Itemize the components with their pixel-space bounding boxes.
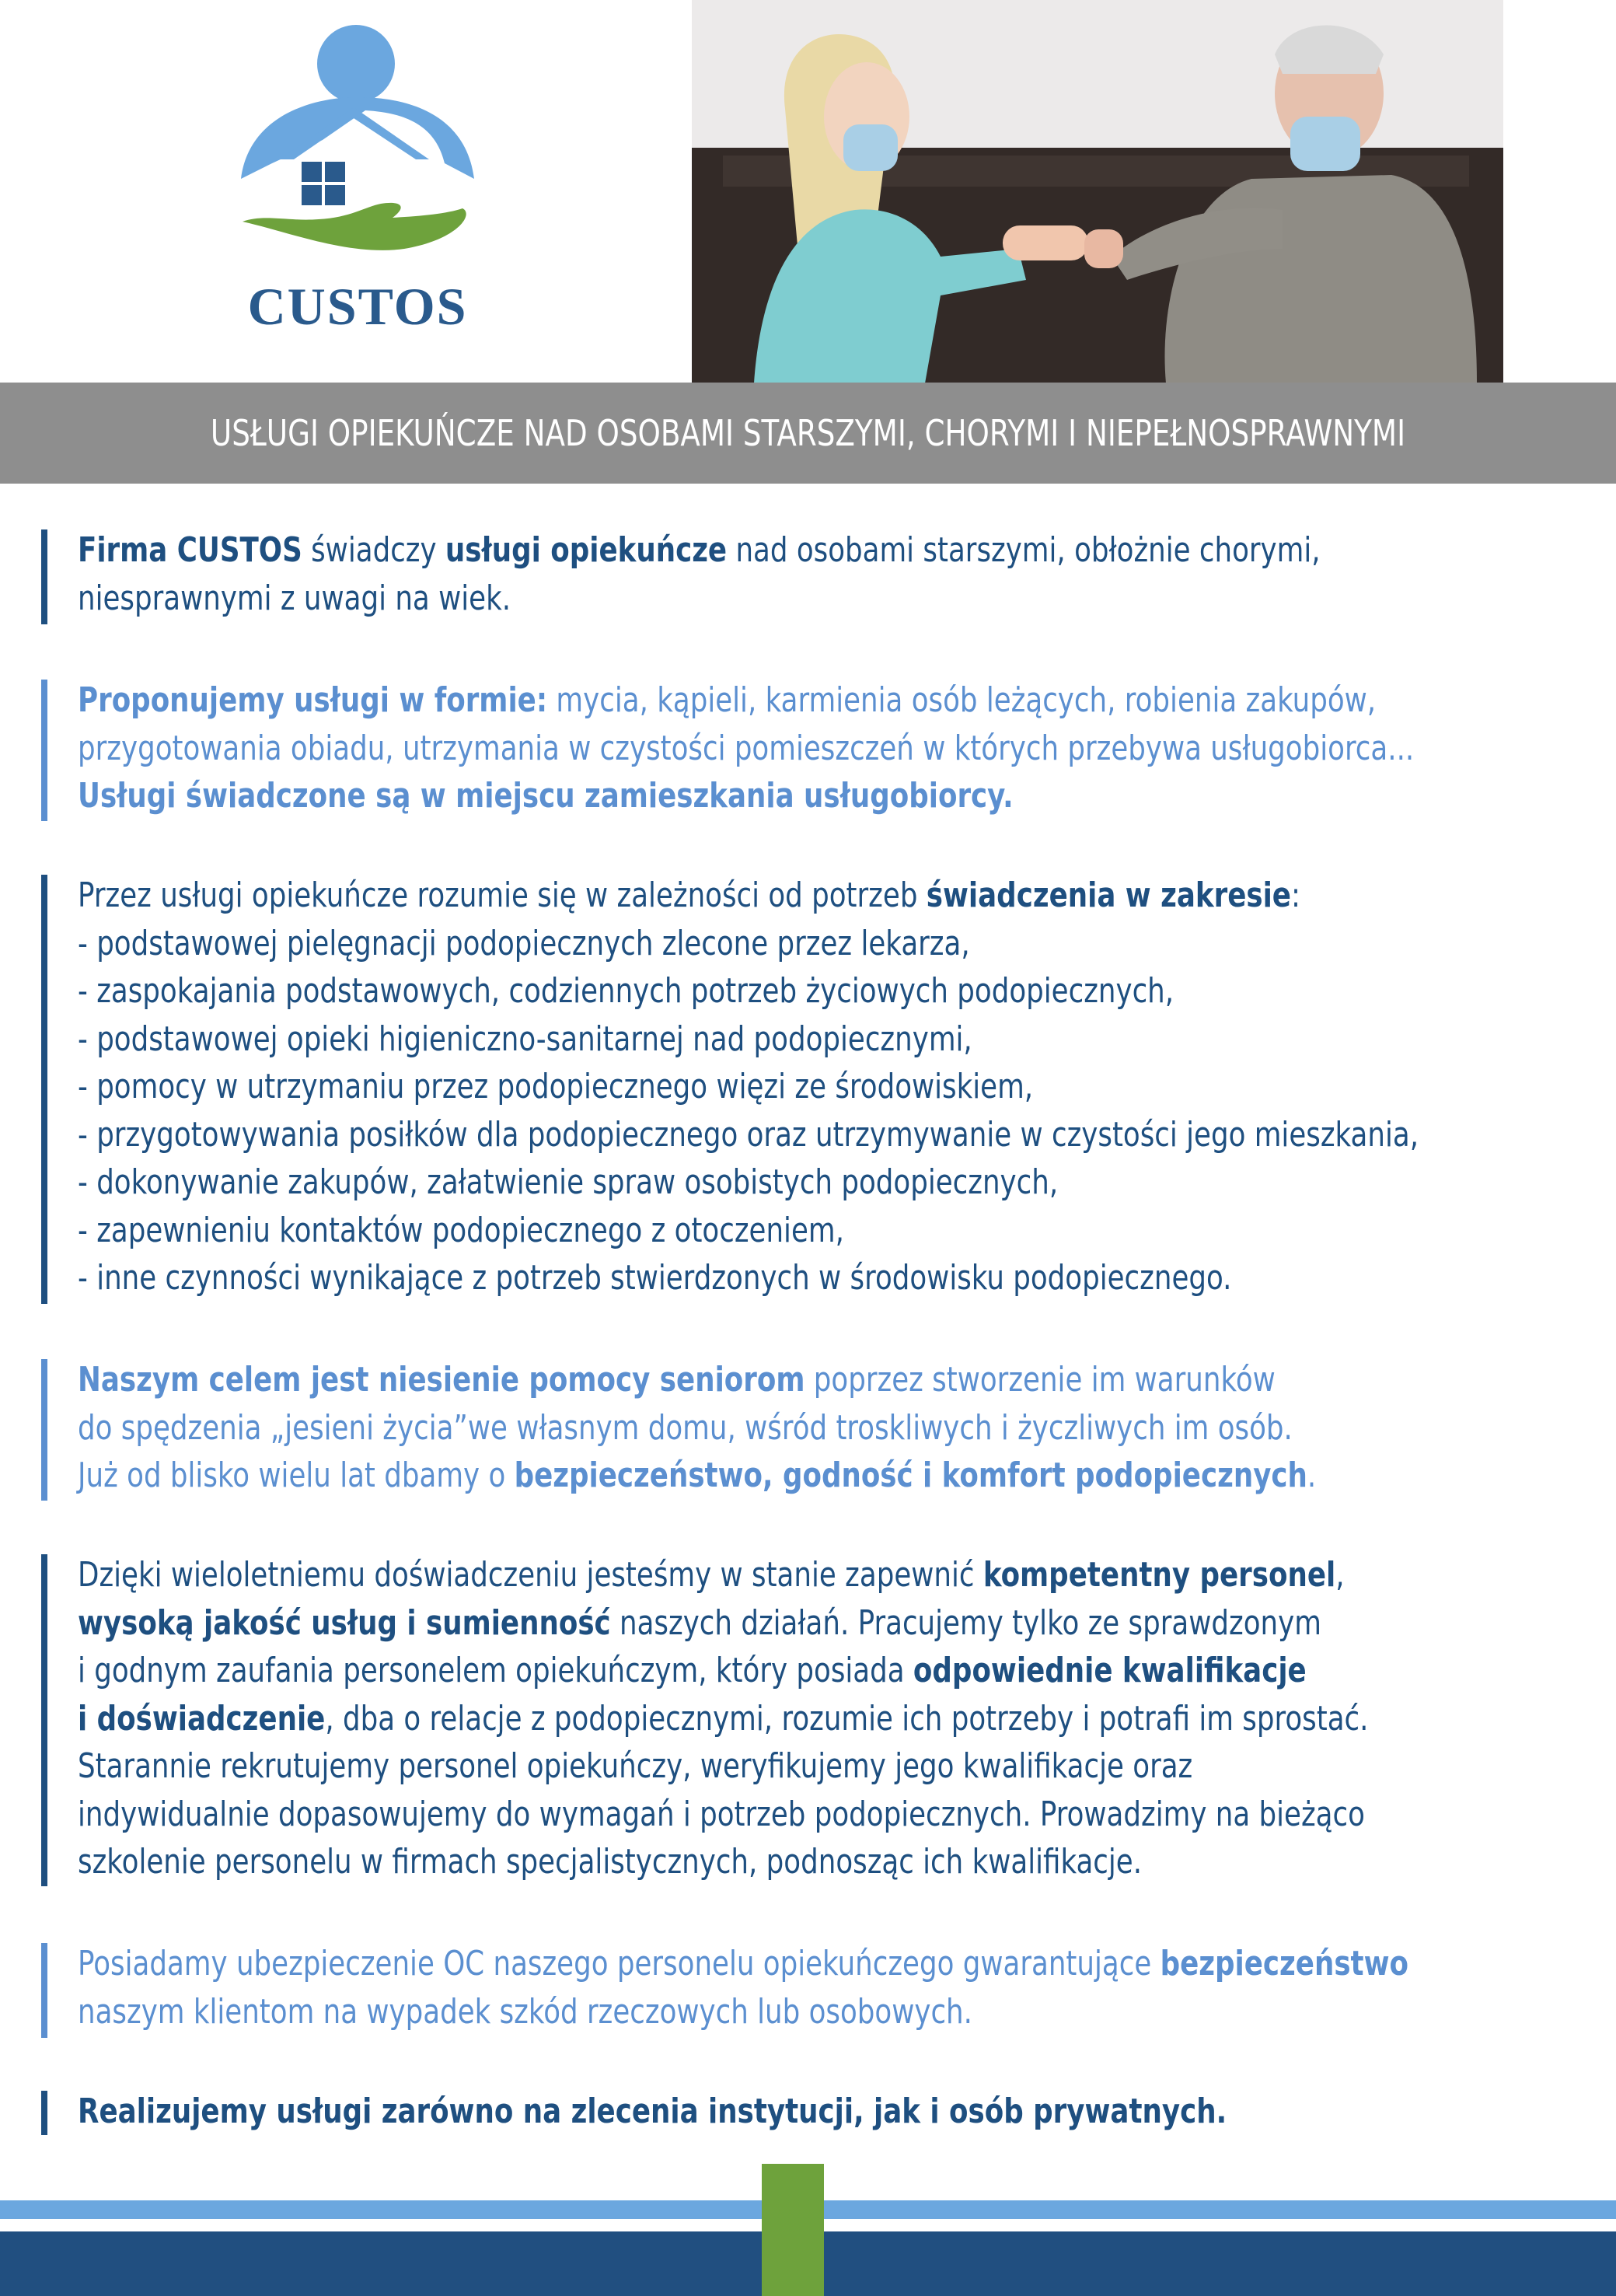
- bold-span: i doświadczenie: [78, 1698, 326, 1739]
- text-line: indywidualnie dopasowujemy do wymagań i potrzeb podopiecznych. Prowadzimy na bieżąco: [78, 1794, 1365, 1834]
- paragraph-bar: [41, 1554, 47, 1886]
- text-span: naszych działań. Pracujemy tylko ze sprawdzonym: [610, 1602, 1321, 1643]
- paragraph-bar: [41, 2091, 47, 2135]
- list-item: - zapewnieniu kontaktów podopiecznego z otoczeniem,: [78, 1210, 844, 1250]
- bold-span: usługi opiekuńcze: [445, 530, 728, 570]
- list-item: - zaspokajania podstawowych, codziennych potrzeb życiowych podopiecznych,: [78, 971, 1174, 1011]
- bold-span: Proponujemy usługi w formie:: [78, 680, 548, 720]
- text-span: i godnym zaufania personelem opiekuńczym, który posiada: [78, 1651, 913, 1690]
- text-span: świadczy: [302, 530, 445, 570]
- text-span: Już od blisko wielu lat dbamy o: [78, 1456, 515, 1495]
- custos-logo: [225, 23, 490, 350]
- bold-span: wysoką jakość usług i sumienność: [78, 1602, 611, 1643]
- text-line: [78, 676, 1538, 725]
- bold-span: Realizujemy usługi zarówno na zlecenia instytucji, jak i osób prywatnych.: [78, 2092, 1227, 2131]
- text-line: [78, 1599, 1538, 1648]
- paragraph-bar: [41, 680, 47, 821]
- paragraph-bar: [41, 1359, 47, 1501]
- text-line: naszym klientom na wypadek szkód rzeczowych lub osobowych.: [78, 1991, 972, 2032]
- paragraph-bar: [41, 529, 47, 624]
- logo-wordmark: CUSTOS: [247, 277, 468, 336]
- text-line: [78, 1695, 1538, 1743]
- list-item: - dokonywanie zakupów, załatwienie spraw osobistych podopiecznych,: [78, 1162, 1059, 1202]
- nurse-elbow-bump-senior-photo-icon: [692, 0, 1503, 383]
- person-house-hand-logo-icon: [225, 23, 490, 272]
- list-item: - przygotowywania posiłków dla podopiecznego oraz utrzymywanie w czystości jego mieszkania,: [78, 1114, 1419, 1155]
- text-line: [78, 1356, 1538, 1404]
- bold-span: Firma CUSTOS: [78, 530, 302, 570]
- text-line: [78, 526, 1538, 575]
- text-line: do spędzenia „jesieni życia”we własnym domu, wśród troskliwych i życzliwych im osób.: [78, 1407, 1293, 1448]
- text-span: , dba o relacje z podopiecznymi, rozumie ich potrzeby i potrafi im sprostać.: [325, 1698, 1369, 1739]
- paragraph-bar: [41, 1943, 47, 2038]
- text-span: .: [1307, 1456, 1317, 1495]
- hero-photo: [692, 0, 1503, 383]
- bold-span: odpowiednie kwalifikacje: [913, 1651, 1307, 1690]
- title-banner: [0, 383, 1616, 484]
- text-line: niesprawnymi z uwagi na wiek.: [78, 578, 511, 618]
- text-line: [78, 772, 1538, 820]
- bold-span: bezpieczeństwo: [1160, 1944, 1408, 1983]
- bold-span: świadczenia w zakresie: [926, 875, 1291, 915]
- text-span: ,: [1335, 1555, 1345, 1595]
- text-line: przygotowania obiadu, utrzymania w czystości pomieszczeń w których przebywa usługobiorca...: [78, 728, 1415, 768]
- text-span: poprzez stworzenie im warunków: [805, 1360, 1276, 1400]
- text-line: [78, 872, 1538, 920]
- text-span: mycia, kąpieli, karmienia osób leżących, robienia zakupów,: [547, 680, 1377, 720]
- text-line: Starannie rekrutujemy personel opiekuńczy, weryfikujemy jego kwalifikacje oraz: [78, 1746, 1193, 1786]
- text-line: szkolenie personelu w firmach specjalistycznych, podnosząc ich kwalifikacje.: [78, 1842, 1143, 1882]
- text-span: Dzięki wieloletniemu doświadczeniu jesteśmy w stanie zapewnić: [78, 1555, 983, 1595]
- text-span: nad osobami starszymi, obłożnie chorymi,: [727, 530, 1321, 570]
- paragraph-bar: [41, 875, 47, 1304]
- list-item: - podstawowej opieki higieniczno-sanitarnej nad podopiecznymi,: [78, 1019, 972, 1059]
- text-span: Przez usługi opiekuńcze rozumie się w zależności od potrzeb: [78, 875, 927, 915]
- list-item: - pomocy w utrzymaniu przez podopiecznego więzi ze środowiskiem,: [78, 1067, 1034, 1106]
- text-line: [78, 1452, 1538, 1500]
- list-item: - podstawowej pielęgnacji podopiecznych zlecone przez lekarza,: [78, 923, 970, 963]
- bold-span: bezpieczeństwo, godność i komfort podopiecznych: [514, 1456, 1307, 1495]
- text-span: :: [1290, 875, 1300, 915]
- text-span: Posiadamy ubezpieczenie OC naszego personelu opiekuńczego gwarantujące: [78, 1944, 1161, 1983]
- text-line: [78, 2088, 1538, 2136]
- footer-green-block: [762, 2164, 824, 2296]
- text-line: [78, 1940, 1538, 1988]
- bold-span: Naszym celem jest niesienie pomocy seniorom: [78, 1360, 805, 1400]
- text-line: [78, 1551, 1538, 1599]
- text-line: [78, 1647, 1538, 1695]
- bold-span: Usługi świadczone są w miejscu zamieszkania usługobiorcy.: [78, 776, 1014, 816]
- banner-title: USŁUGI OPIEKUŃCZE NAD OSOBAMI STARSZYMI, CHORYMI I NIEPEŁNOSPRAWNYMI: [210, 412, 1406, 454]
- list-item: - inne czynności wynikające z potrzeb stwierdzonych w środowisku podopiecznego.: [78, 1258, 1232, 1298]
- bold-span: kompetentny personel: [983, 1555, 1336, 1595]
